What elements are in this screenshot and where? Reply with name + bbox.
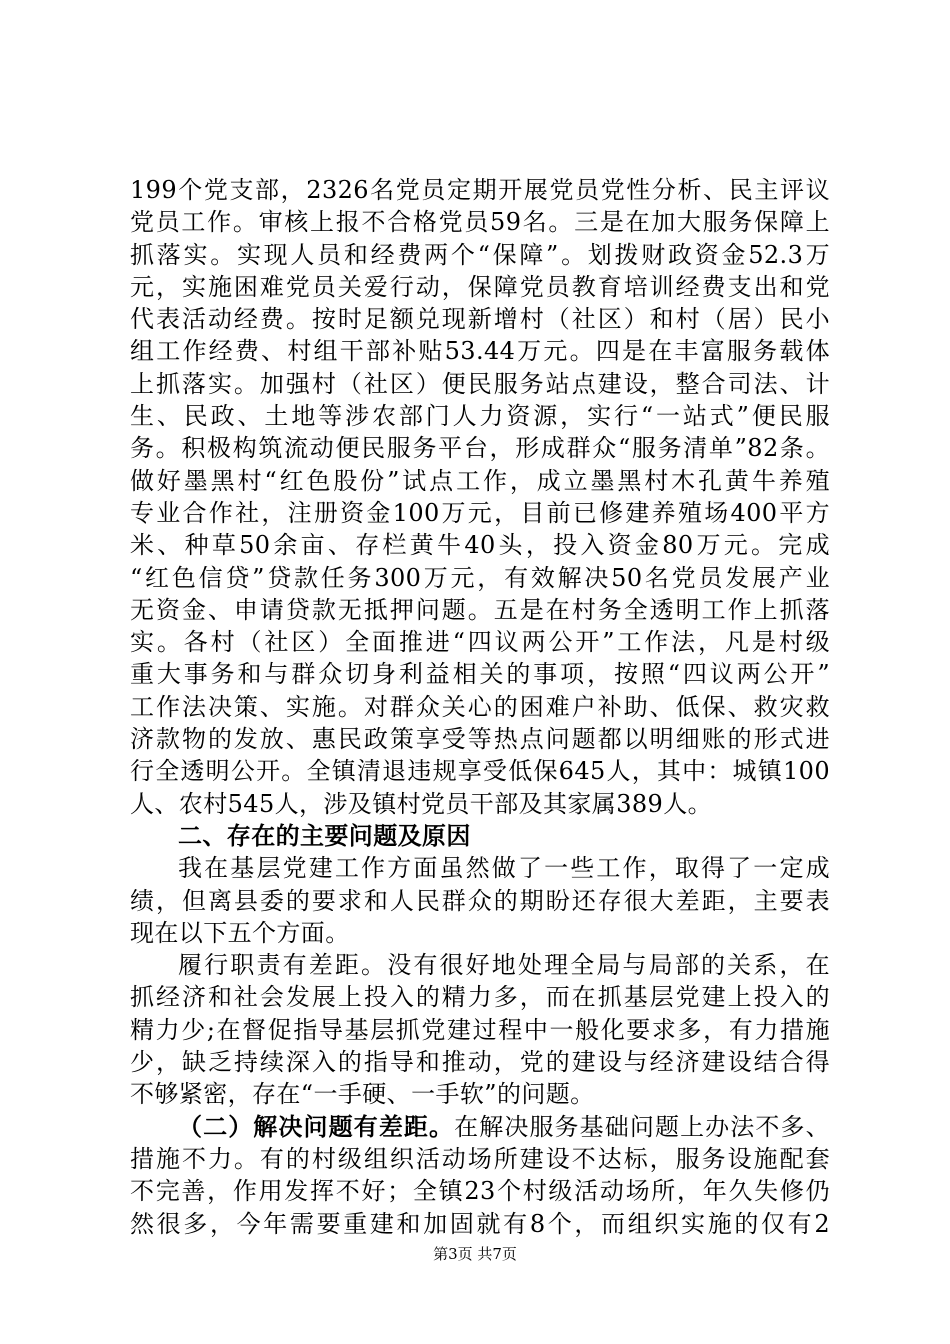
text-line: 米、种草50余亩、存栏黄牛40头，投入资金80万元。完成 [130, 531, 830, 560]
section-heading: 二、存在的主要问题及原因 [178, 821, 471, 850]
text-line: 199个党支部，2326名党员定期开展党员党性分析、民主评议 [130, 176, 830, 204]
text-line: 绩，但离县委的要求和人民群众的期盼还存很大差距，主要表 [130, 886, 830, 915]
text-line: 不够紧密，存在“一手硬、一手软”的问题。 [130, 1080, 595, 1109]
text-line: “红色信贷”贷款任务300万元，有效解决50名党员发展产业 [130, 563, 830, 592]
text-line: 少，缺乏持续深入的指导和推动，党的建设与经济建设结合得 [130, 1048, 830, 1077]
text-line: 党员工作。审核上报不合格党员59名。三是在加大服务保障上 [130, 208, 830, 237]
text-line: 元，实施困难党员关爱行动，保障党员教育培训经费支出和党 [130, 272, 830, 301]
text-run: 在解决服务基础问题上办法不多、 [454, 1112, 830, 1141]
paragraph-4 [130, 1111, 830, 1240]
subheading-run: （二）解决问题有差距。 [178, 1112, 455, 1141]
text-line: 措施不力。有的村级组织活动场所建设不达标，服务设施配套 [130, 1144, 830, 1173]
paragraph-1 [130, 174, 830, 820]
page-number-footer: 第3页 共7页 [433, 1245, 517, 1263]
text-line: 不完善，作用发挥不好；全镇23个村级活动场所，年久失修仍 [130, 1177, 830, 1206]
paragraph-2 [130, 852, 830, 949]
text-line: 精力少;在督促指导基层抓党建过程中一般化要求多，有力措施 [130, 1015, 830, 1044]
text-line: 生、民政、土地等涉农部门人力资源，实行“一站式”便民服 [130, 402, 830, 431]
paragraph-3 [130, 949, 830, 1110]
text-line [130, 1111, 830, 1143]
text-line: 工作法决策、实施。对群众关心的困难户补助、低保、救灾救 [130, 692, 830, 721]
text-line: 济款物的发放、惠民政策享受等热点问题都以明细账的形式进 [130, 725, 830, 754]
text-line: 现在以下五个方面。 [130, 918, 350, 947]
document-body [130, 174, 830, 1240]
text-line: 上抓落实。加强村（社区）便民服务站点建设，整合司法、计 [130, 369, 830, 398]
text-line: 组工作经费、村组干部补贴53.44万元。四是在丰富服务载体 [130, 337, 830, 366]
text-line: 实。各村（社区）全面推进“四议两公开”工作法，凡是村级 [130, 628, 830, 657]
text-line: 行全透明公开。全镇清退违规享受低保645人，其中：城镇100 [130, 757, 830, 786]
text-line: 专业合作社，注册资金100万元，目前已修建养殖场400平方 [130, 498, 830, 527]
text-line: 履行职责有差距。没有很好地处理全局与局部的关系，在 [178, 951, 830, 980]
text-line: 抓经济和社会发展上投入的精力多，而在抓基层党建上投入的 [130, 983, 830, 1012]
text-line: 无资金、申请贷款无抵押问题。五是在村务全透明工作上抓落 [130, 595, 830, 624]
text-line: 代表活动经费。按时足额兑现新增村（社区）和村（居）民小 [130, 305, 830, 334]
text-line: 重大事务和与群众切身利益相关的事项，按照“四议两公开” [130, 660, 830, 689]
text-line: 做好墨黑村“红色股份”试点工作，成立墨黑村木孔黄牛养殖 [130, 466, 830, 495]
text-line: 我在基层党建工作方面虽然做了一些工作，取得了一定成 [178, 854, 830, 883]
text-line: 然很多，今年需要重建和加固就有8个，而组织实施的仅有2 [130, 1209, 830, 1238]
text-line: 抓落实。实现人员和经费两个“保障”。划拨财政资金52.3万 [130, 240, 830, 269]
text-line: 务。积极构筑流动便民服务平台，形成群众“服务清单”82条。 [130, 434, 830, 463]
text-line: 人、农村545人，涉及镇村党员干部及其家属389人。 [130, 789, 713, 818]
